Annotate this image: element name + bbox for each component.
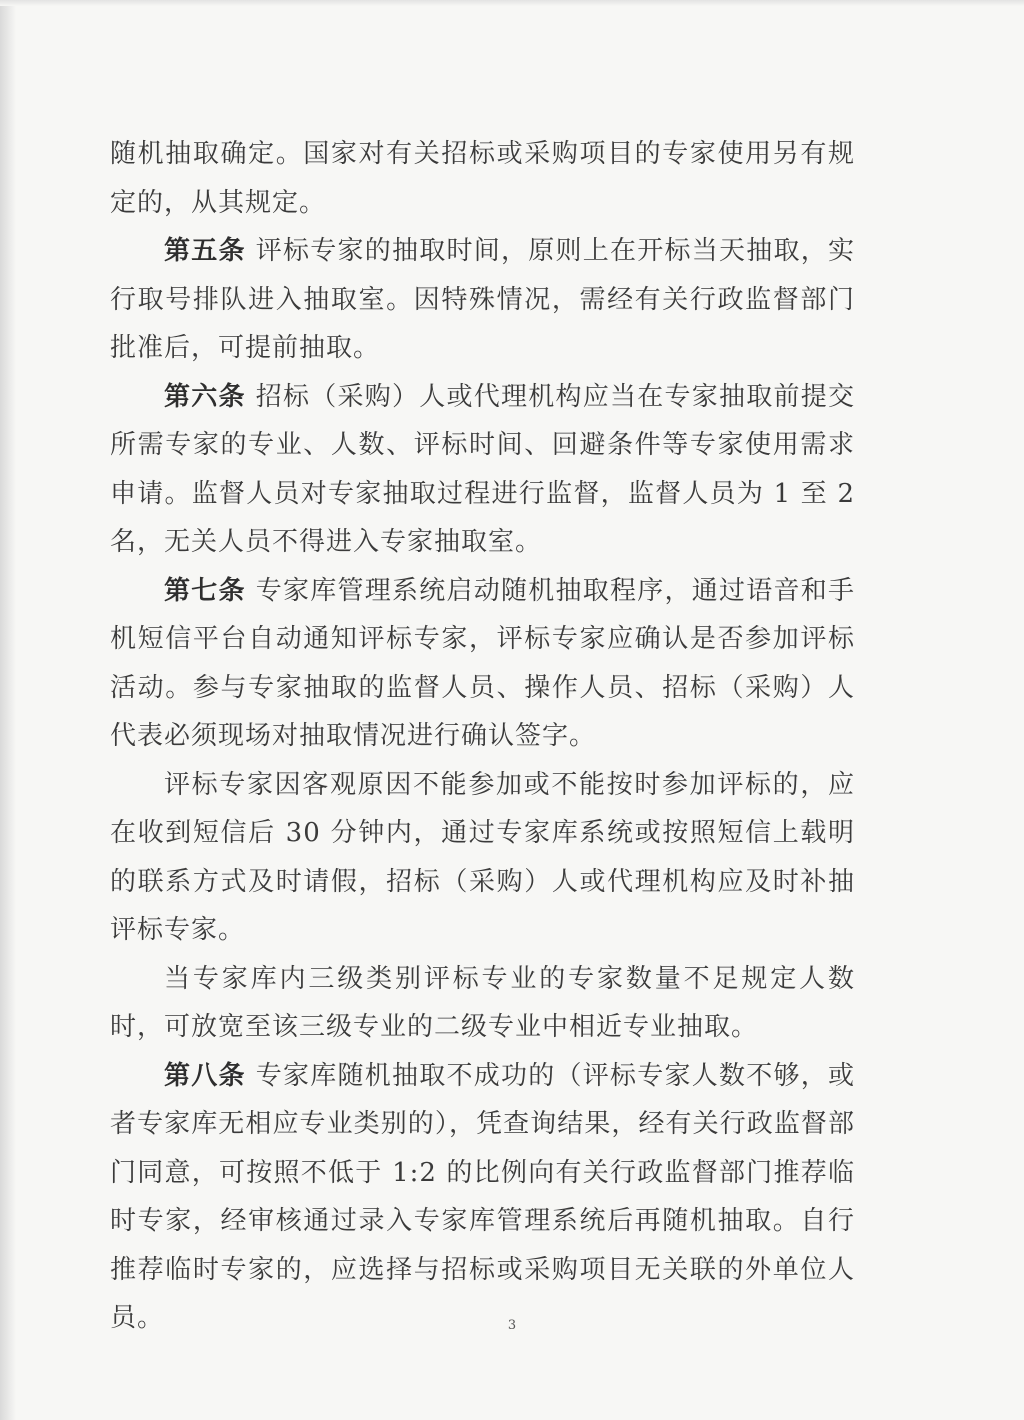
article-7-clause-3 <box>110 955 855 1052</box>
article-7 <box>110 567 855 761</box>
article-6 <box>110 373 855 567</box>
article-heading: 第七条 <box>164 575 246 606</box>
article-5 <box>110 227 855 373</box>
page-number: 3 <box>507 1318 517 1333</box>
article-7-clause-2 <box>110 761 855 955</box>
document-body <box>110 130 855 1343</box>
paragraph-continuation <box>110 130 855 227</box>
article-heading: 第八条 <box>164 1060 246 1091</box>
paragraph-text: 专家库管理系统启动随机抽取程序，通过语音和手机短信平台自动通知评标专家，评标专家应确认是否参加评标活动。参与专家抽取的监督人员、操作人员、招标（采购）人代表必须现场对抽取情况进行确认签字。 <box>110 575 855 751</box>
paragraph-text: 评标专家的抽取时间，原则上在开标当天抽取，实行取号排队进入抽取室。因特殊情况，需经有关行政监督部门批准后，可提前抽取。 <box>110 236 855 363</box>
scan-edge-top <box>0 0 1024 6</box>
paragraph-text: 当专家库内三级类别评标专业的专家数量不足规定人数时，可放宽至该三级专业的二级专业中相近专业抽取。 <box>110 963 855 1042</box>
article-heading: 第五条 <box>164 236 246 266</box>
paragraph-text: 招标（采购）人或代理机构应当在专家抽取前提交所需专家的专业、人数、评标时间、回避条件等专家使用需求申请。监督人员对专家抽取过程进行监督，监督人员为 1 至 2 名，无关人员不得进入专家抽取室。 <box>110 381 855 557</box>
article-8 <box>110 1052 855 1343</box>
scan-edge-left <box>0 0 16 1420</box>
article-heading: 第六条 <box>164 381 246 412</box>
paragraph-text: 随机抽取确定。国家对有关招标或采购项目的专家使用另有规定的，从其规定。 <box>110 139 855 218</box>
paragraph-text: 评标专家因客观原因不能参加或不能按时参加评标的，应在收到短信后 30 分钟内，通过专家库系统或按照短信上载明的联系方式及时请假，招标（采购）人或代理机构应及时补抽评标专家。 <box>110 769 855 945</box>
paragraph-text: 专家库随机抽取不成功的（评标专家人数不够，或者专家库无相应专业类别的），凭查询结果，经有关行政监督部门同意，可按照不低于 1:2 的比例向有关行政监督部门推荐临时专家，经审核通过录入专家库管理系统后再随机抽取。自行推荐临时专家的，应选择与招标或采购项目无关联的外单位人员。 <box>110 1060 855 1333</box>
